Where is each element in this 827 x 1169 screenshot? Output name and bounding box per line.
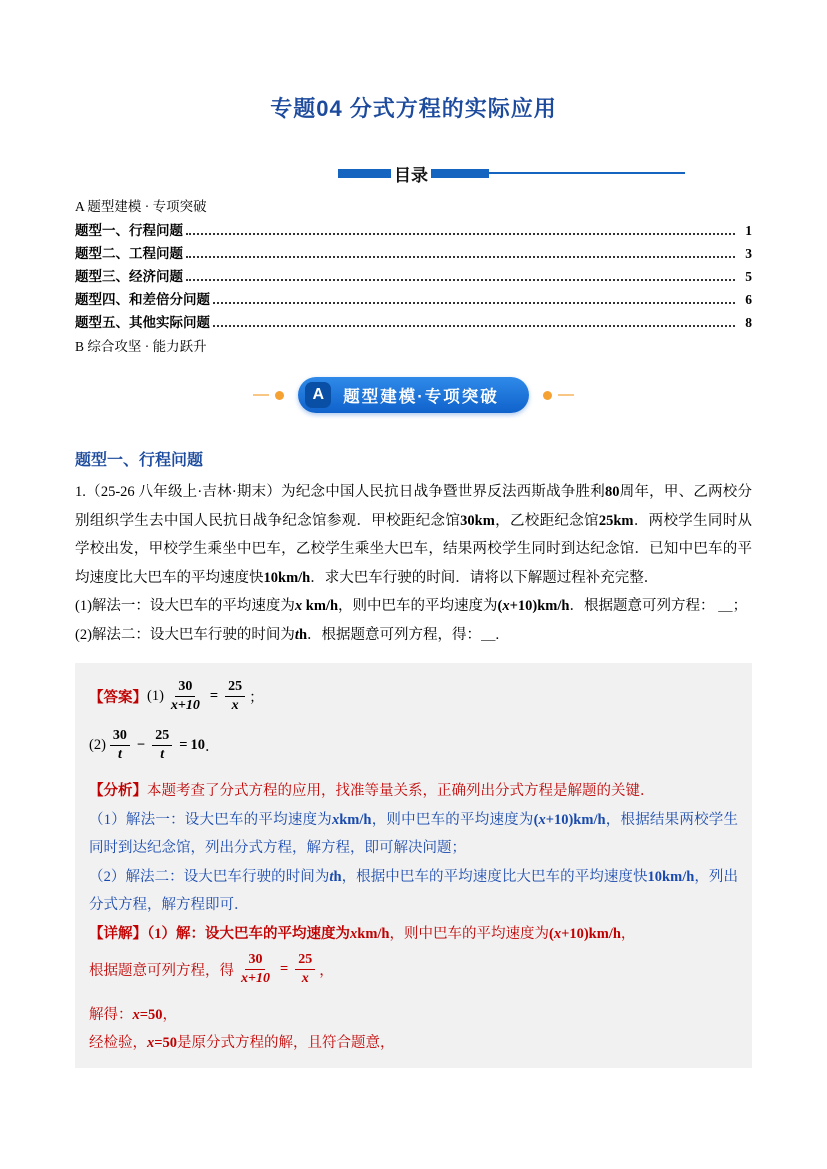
eq2-number: (2) [89,737,106,754]
fraction-denominator: x+10 [170,698,200,714]
eq1-number: (1) [147,688,164,705]
toc-item-label: 题型四、和差倍分问题 [75,292,210,307]
eq3-prefix: 根据题意可列方程，得 [89,963,234,980]
banner-line-left [253,394,269,396]
badge-letter: A [305,382,331,408]
banner-dot-right-icon [543,391,552,400]
toc-leader [186,279,735,281]
toc-leader [213,325,735,327]
eq3-equals: = [279,961,289,978]
table-of-contents [75,195,752,355]
eq2-fraction-1 [110,728,130,763]
toc-item-label: 题型一、行程问题 [75,223,183,238]
toc-item-1[interactable] [75,219,752,239]
fraction-numerator: 30 [245,952,265,970]
toc-item-page: 6 [745,292,752,307]
eq2-equals: = [179,737,188,754]
detail-paragraph: 【详解】（1）解：设大巴车的平均速度为xkm/h，则中巴车的平均速度为(x+10)km/h， [89,925,636,942]
eq1-equals: = [209,688,219,705]
check-line: 经检验，x=50是原分式方程的解，且符合题意， [89,1034,395,1051]
solve-line: 解得：x=50， [89,1006,178,1023]
fraction-numerator: 25 [295,952,315,970]
detail-equation [89,952,738,987]
eq3-fraction-2 [295,952,315,987]
eq2-fraction-2 [152,728,172,763]
toc-leader [213,302,735,304]
eq1-fraction-2 [225,679,245,714]
toc-item-page: 3 [745,246,752,261]
toc-item-label: 题型五、其他实际问题 [75,315,210,330]
toc-leader [186,256,735,258]
toc-item-label: 题型二、工程问题 [75,246,183,261]
toc-item-page: 8 [745,315,752,330]
answer-equation-2 [89,728,738,763]
eq1-fraction-1 [168,679,203,714]
analysis-text: 本题考查了分式方程的应用，找准等量关系，正确列出分式方程是解题的关键． [147,783,655,800]
toc-item-label: 题型三、经济问题 [75,269,183,284]
toc-item-page: 1 [745,223,752,238]
toc-header-rule [489,172,685,174]
analysis-paragraph [89,777,738,806]
fraction-denominator: x [231,698,239,714]
banner-dot-left-icon [275,391,284,400]
answer-label: 【答案】 [89,690,147,707]
eq2-rhs: 10 [190,737,205,754]
section-heading: 题型一、行程问题 [75,452,204,469]
section-a-badge [298,377,529,413]
method1-paragraph: （1）解法一：设大巴车的平均速度为xkm/h，则中巴车的平均速度为(x+10)km/h，根据结果两校学生同时到达纪念馆，列出分式方程，解方程，即可解决问题； [89,811,739,857]
fraction-numerator: 25 [225,679,245,697]
eq1-end: ； [249,690,264,707]
page-title: 专题04 分式方程的实际应用 [270,96,557,121]
toc-item-5[interactable] [75,311,752,331]
eq3-fraction-1 [238,952,273,987]
problem-part1: (1)解法一：设大巴车的平均速度为x km/h，则中巴车的平均速度为(x+10)km/h．根据题意可列方程： ＿； [75,598,748,614]
fraction-denominator: t [117,747,122,763]
eq3-end: ， [319,963,334,980]
fraction-denominator: x+10 [241,971,270,987]
toc-item-3[interactable] [75,265,752,285]
toc-section-a: A 题型建模 · 专项突破 [75,199,207,214]
fraction-numerator: 30 [175,679,195,697]
problem-part2: (2)解法二：设大巴车行驶的时间为th．根据题意可列方程，得：＿. [75,626,500,643]
badge-label: 题型建模·专项突破 [343,388,499,406]
problem-statement: 1.（25-26 八年级上·吉林·期末）为纪念中国人民抗日战争暨世界反法西斯战争胜利80周年，甲、乙两校分别组织学生去中国人民抗日战争纪念馆参观．甲校距纪念馆30km，乙校距纪念馆25km．两校学生同时从学校出发，甲校学生乘坐中巴车，乙校学生乘坐大巴车，结果两校学生同时到达纪念馆．已知中巴车的平均速度比大巴车的平均速度快10km/h．求大巴车行驶的时间．请将以下解题过程补充完整． [75,484,753,586]
toc-leader [186,233,735,235]
toc-header [75,165,752,185]
fraction-denominator: t [160,747,165,763]
toc-header-bar-right [431,169,489,178]
banner-line-right [558,394,574,396]
section-a-banner [75,377,752,413]
fraction-numerator: 25 [152,728,172,746]
toc-section-b: B 综合攻坚 · 能力跃升 [75,339,207,354]
eq2-end: ． [204,739,220,756]
toc-title: 目录 [394,165,428,185]
toc-item-page: 5 [745,269,752,284]
toc-item-2[interactable] [75,242,752,262]
toc-header-bar-left [338,169,391,178]
analysis-label: 【分析】 [89,783,147,800]
fraction-numerator: 30 [110,728,130,746]
toc-item-4[interactable] [75,288,752,308]
eq2-minus: − [136,737,146,754]
method2-paragraph: （2）解法二：设大巴车行驶的时间为th，根据中巴车的平均速度比大巴车的平均速度快10km/h，列出分式方程，解方程即可． [89,868,739,914]
fraction-denominator: x [301,971,309,987]
answer-block [75,663,752,1068]
answer-equation-1 [89,679,738,714]
